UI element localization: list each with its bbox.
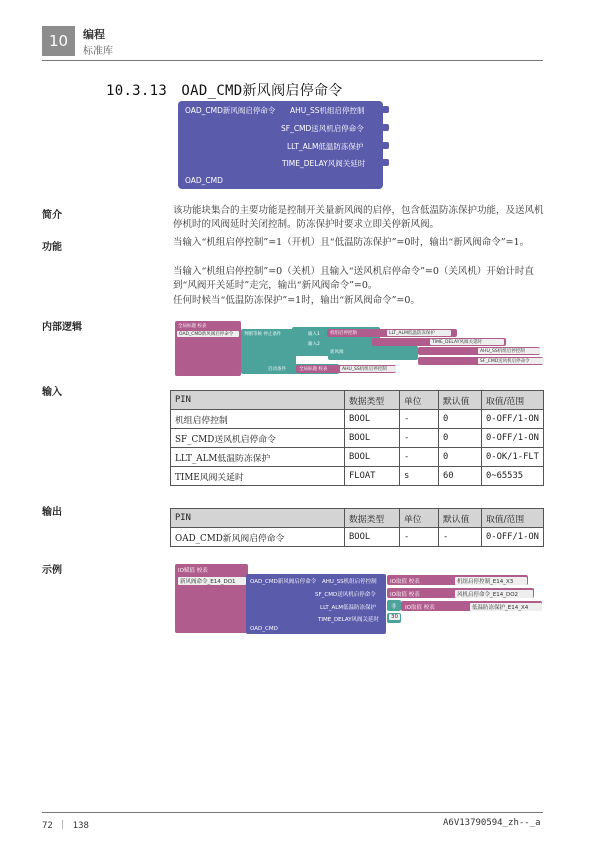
example-read-value-3: 低温防冻保护_E14_X4 bbox=[470, 603, 542, 611]
range-cell: 0-OFF/1-ON bbox=[482, 528, 544, 547]
header-divider bbox=[42, 60, 543, 61]
table-row bbox=[171, 467, 544, 486]
input-table bbox=[170, 390, 544, 486]
example-output: OAD_CMD bbox=[250, 626, 278, 632]
type-cell: BOOL bbox=[345, 429, 400, 448]
example-input-1: AHU_SS机组启停控制 bbox=[322, 579, 377, 585]
logic-foot-value: AHU_SS机组启停控制 bbox=[340, 366, 396, 372]
range-cell: 0-OK/1-FLT bbox=[482, 448, 544, 467]
type-cell: BOOL bbox=[345, 528, 400, 547]
logic-wait-label: 判断等候 停止条件 bbox=[244, 332, 282, 337]
logic-delay: TIME_DELAY风阀关延时 bbox=[430, 339, 504, 345]
example-read-value-1: 机组启停控制_E14_X3 bbox=[455, 577, 527, 585]
page-number: 72 ｜ 138 bbox=[42, 821, 89, 831]
col-default: 默认值 bbox=[439, 509, 482, 528]
example-block-title: OAD_CMD新风阀启停命令 bbox=[250, 579, 317, 585]
chapter-number: 10 bbox=[42, 26, 75, 56]
col-type: 数据类型 bbox=[345, 509, 400, 528]
chapter-title: 编程 bbox=[83, 28, 105, 41]
logic-label: 内部逻辑 bbox=[42, 322, 82, 333]
range-cell: 0-OFF/1-ON bbox=[482, 410, 544, 429]
input-port-4[interactable] bbox=[382, 159, 389, 166]
example-io-value: 新风阀命令_E14_DO1 bbox=[178, 577, 246, 585]
example-input-2: SF_CMD送风机启停命令 bbox=[315, 592, 376, 598]
default-cell: - bbox=[439, 528, 482, 547]
section-title: 10.3.13 OAD_CMD新风阀启停命令 bbox=[106, 83, 343, 99]
example-read-label-3: IO取值 校表 bbox=[405, 605, 435, 611]
col-range: 取值/范围 bbox=[482, 509, 544, 528]
unit-cell: - bbox=[400, 429, 439, 448]
default-cell: 0 bbox=[439, 429, 482, 448]
logic-top-value: OAD_CMD新风阀启停命令 bbox=[177, 331, 239, 337]
example-label: 示例 bbox=[42, 565, 62, 576]
col-type: 数据类型 bbox=[345, 391, 400, 410]
function-text-2: 当输入“机组启停控制”=0（关机）且输入“送风机启停命令”=0（关风机）开始计时直到“风阀开关延时”走完，输出“新风阀命令”=0。 bbox=[173, 266, 534, 291]
input-port-1[interactable] bbox=[382, 106, 389, 113]
col-range: 取值/范围 bbox=[482, 391, 544, 410]
range-cell: 0~65535 bbox=[482, 467, 544, 486]
unit-cell: - bbox=[400, 410, 439, 429]
example-not-label: 非 bbox=[391, 604, 397, 610]
block-title: OAD_CMD新风阀启停命令 bbox=[185, 106, 276, 115]
example-delay-value: 30 bbox=[391, 614, 398, 620]
default-cell: 60 bbox=[439, 467, 482, 486]
block-input-3: LLT_ALM低温防冻保护 bbox=[287, 142, 364, 151]
logic-field-1: LLT_ALM低温防冻保护 bbox=[387, 330, 451, 336]
pin-cell: LLT_ALM低温防冻保护 bbox=[171, 448, 345, 467]
intro-text: 该功能块集合的主要功能是控制开关量新风阀的启停，包含低温防冻保护功能，及送风机停机时的风阀延时关闭控制。防冻保护时要求立即关停新风阀。 bbox=[173, 205, 544, 230]
col-pin: PIN bbox=[171, 391, 345, 410]
output-label: 输出 bbox=[42, 507, 62, 518]
example-read-label-1: IO取值 校表 bbox=[390, 579, 420, 585]
example-read-label-2: IO取值 校表 bbox=[390, 592, 420, 598]
default-cell: 0 bbox=[439, 448, 482, 467]
logic-status: 启动条件 bbox=[268, 367, 286, 372]
document-id: A6V13790594_zh--_a bbox=[443, 818, 541, 828]
output-table bbox=[170, 508, 544, 547]
chapter-subtitle: 标准库 bbox=[83, 46, 113, 57]
block-input-2: SF_CMD送风机启停命令 bbox=[281, 124, 364, 133]
default-cell: 0 bbox=[439, 410, 482, 429]
range-cell: 0-OFF/1-ON bbox=[482, 429, 544, 448]
logic-field-3: SF_CMD送风机启停命令 bbox=[478, 358, 544, 364]
unit-cell: - bbox=[400, 528, 439, 547]
type-cell: BOOL bbox=[345, 448, 400, 467]
col-pin: PIN bbox=[171, 509, 345, 528]
pin-cell: SF_CMD送风机启停命令 bbox=[171, 429, 345, 448]
logic-cond-b: 新风阀 bbox=[330, 350, 344, 355]
pin-cell: OAD_CMD新风阀启停命令 bbox=[171, 528, 345, 547]
function-label: 功能 bbox=[42, 242, 62, 253]
intro-label: 简介 bbox=[42, 210, 62, 221]
unit-cell: s bbox=[400, 467, 439, 486]
table-header-row bbox=[171, 509, 544, 528]
col-default: 默认值 bbox=[439, 391, 482, 410]
example-io-label: IO赋值 校表 bbox=[178, 568, 208, 574]
block-input-4: TIME_DELAY风阀关延时 bbox=[282, 159, 366, 168]
logic-input-2: 输入2 bbox=[308, 342, 320, 347]
pin-cell: 机组启停控制 bbox=[171, 410, 345, 429]
type-cell: FLOAT bbox=[345, 467, 400, 486]
logic-top-label: 全局标题 校表 bbox=[178, 324, 207, 329]
table-row bbox=[171, 448, 544, 467]
footer-divider bbox=[42, 812, 543, 813]
input-port-2[interactable] bbox=[382, 124, 389, 131]
table-row bbox=[171, 410, 544, 429]
input-port-3[interactable] bbox=[382, 142, 389, 149]
pin-cell: TIME风阀关延时 bbox=[171, 467, 345, 486]
example-input-3: LLT_ALM低温防冻保护 bbox=[320, 605, 377, 611]
col-unit: 单位 bbox=[400, 391, 439, 410]
logic-foot: 全局标题 校表 bbox=[299, 367, 328, 372]
block-output: OAD_CMD bbox=[185, 176, 223, 185]
function-text-1: 当输入“机组启停控制”=1（开机）且“低温防冻保护”=0时，输出“新风阀命令”=1。 bbox=[173, 237, 530, 248]
logic-field-2: AHU_SS机组启停控制 bbox=[478, 348, 540, 354]
logic-cond-a: 机组启停控制 bbox=[330, 331, 357, 336]
input-label: 输入 bbox=[42, 387, 62, 398]
table-header-row bbox=[171, 391, 544, 410]
example-read-value-2: 风机启停命令_E14_DO2 bbox=[455, 590, 533, 598]
table-row bbox=[171, 429, 544, 448]
function-text-3: 任何时候当“低温防冻保护”=1时，输出“新风阀命令”=0。 bbox=[173, 295, 420, 306]
block-input-1: AHU_SS机组启停控制 bbox=[290, 106, 365, 115]
example-input-4: TIME_DELAY风阀关延时 bbox=[318, 617, 380, 623]
col-unit: 单位 bbox=[400, 509, 439, 528]
table-row bbox=[171, 528, 544, 547]
type-cell: BOOL bbox=[345, 410, 400, 429]
example-io-block bbox=[175, 564, 248, 633]
unit-cell: - bbox=[400, 448, 439, 467]
logic-input-1: 输入1 bbox=[308, 332, 320, 337]
